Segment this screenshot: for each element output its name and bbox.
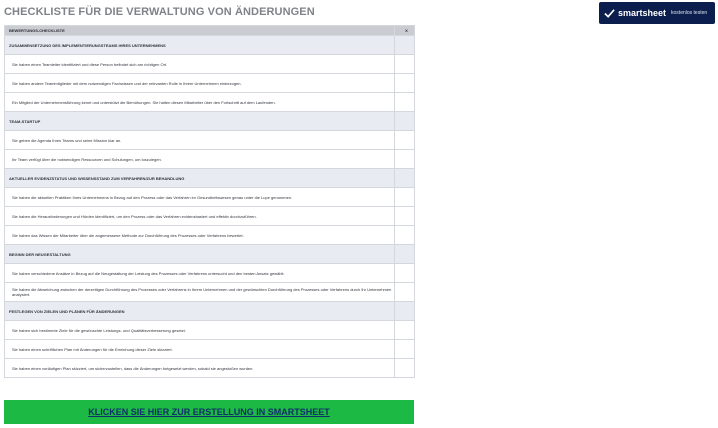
checklist-row: [5, 264, 415, 283]
checklist-item-text: Sie haben sich bestimmte Ziele für die gewünschte Leistungs- und Qualitätsverbesserung gesetzt.: [5, 321, 395, 340]
checklist-item-text: Sie haben verschiedene Ansätze in Bezug auf die Neugestaltung der Leistung des Prozesses oder Verfahrens untersucht und den besten Ansatz gewählt.: [5, 264, 395, 283]
section-row: [5, 112, 415, 131]
checklist-item-checkbox[interactable]: [395, 359, 415, 378]
checklist-item-checkbox[interactable]: [395, 340, 415, 359]
page-title: CHECKLISTE FÜR DIE VERWALTUNG VON ÄNDERUNGEN: [4, 6, 315, 18]
checklist-row: [5, 321, 415, 340]
checklist-row: [5, 226, 415, 245]
section-title: TEAM-STARTUP: [5, 112, 395, 131]
checklist-item-text: Sie haben einen Teamleiter identifiziert und diese Person befindet sich am richtigen Ort.: [5, 55, 395, 74]
checklist-row: [5, 74, 415, 93]
brand-name: smartsheet: [618, 8, 667, 18]
checklist-item-text: Sie haben andere Teammitglieder mit dem notwendigen Fachwissen und der relevanten Rolle in Ihrem Unternehmen einbezogen.: [5, 74, 395, 93]
header-check-column: X: [395, 26, 415, 36]
checklist-item-checkbox[interactable]: [395, 55, 415, 74]
section-check-cell: [395, 169, 415, 188]
brand-cta-text: kostenlos testen: [671, 10, 708, 16]
section-row: [5, 302, 415, 321]
smartsheet-logo-icon: [604, 8, 615, 19]
section-row: [5, 245, 415, 264]
section-check-cell: [395, 36, 415, 55]
checklist-item-text: Sie haben einen schriftlichen Plan mit Änderungen für die Erreichung dieser Ziele skizziert.: [5, 340, 395, 359]
checklist-row: [5, 93, 415, 112]
checklist-item-checkbox[interactable]: [395, 188, 415, 207]
checklist-item-text: Sie haben die Abweichung zwischen der derzeitigen Durchführung des Prozesses oder Verfahrens in Ihrem Unternehmen und der gewünschten Durchführung des Prozesses oder Verfahrens durch Ihr Unternehmen analysiert.: [5, 283, 395, 302]
checklist-item-text: Ihr Team verfügt über die notwendigen Ressourcen und Schulungen, um loszulegen.: [5, 150, 395, 169]
checklist-item-checkbox[interactable]: [395, 264, 415, 283]
checklist-item-text: Sie geben die Agenda Ihres Teams und seine Mission klar an.: [5, 131, 395, 150]
checklist-item-checkbox[interactable]: [395, 150, 415, 169]
checklist-item-checkbox[interactable]: [395, 74, 415, 93]
checklist-row: [5, 283, 415, 302]
section-row: [5, 36, 415, 55]
checklist-item-text: Sie haben das Wissen der Mitarbeiter über die angemessene Methode zur Durchführung des Prozesses oder Verfahrens bewertet.: [5, 226, 395, 245]
checklist-item-checkbox[interactable]: [395, 207, 415, 226]
checklist-row: [5, 359, 415, 378]
section-title: AKTUELLER EVIDENZSTATUS UND WISSENSSTAND ZUM VERFAHREN/ZUR BEHANDLUNG: [5, 169, 395, 188]
section-title: ZUSAMMENSETZUNG DES IMPLEMENTIERUNGSTEAMS IHRES UNTERNEHMENS: [5, 36, 395, 55]
cta-label: KLICKEN SIE HIER ZUR ERSTELLUNG IN SMARTSHEET: [88, 407, 330, 417]
section-check-cell: [395, 302, 415, 321]
checklist-item-text: Sie haben die Herausforderungen und Hürden identifiziert, um den Prozess oder das Verfahren evidenzbasiert und effektiv durchzuführen.: [5, 207, 395, 226]
checklist-row: [5, 150, 415, 169]
table-header-row: [5, 26, 415, 36]
checklist-table: [4, 25, 415, 378]
smartsheet-trial-button[interactable]: [599, 2, 715, 24]
section-check-cell: [395, 245, 415, 264]
checklist-row: [5, 55, 415, 74]
checklist-item-checkbox[interactable]: [395, 131, 415, 150]
checklist-item-text: Ein Mitglied der Unternehmensführung kennt und unterstützt die Bemühungen. Sie halten diesen Mitarbeiter über den Fortschritt auf dem Laufenden.: [5, 93, 395, 112]
checklist-row: [5, 188, 415, 207]
section-check-cell: [395, 112, 415, 131]
checklist-item-checkbox[interactable]: [395, 226, 415, 245]
section-row: [5, 169, 415, 188]
create-in-smartsheet-link[interactable]: [4, 400, 414, 424]
checklist-item-checkbox[interactable]: [395, 321, 415, 340]
checklist-row: [5, 131, 415, 150]
checklist-row: [5, 340, 415, 359]
checklist-item-checkbox[interactable]: [395, 93, 415, 112]
section-title: FESTLEGEN VON ZIELEN UND PLÄNEN FÜR ÄNDERUNGEN: [5, 302, 395, 321]
section-title: BEGINN DER NEUGESTALTUNG: [5, 245, 395, 264]
checklist-item-text: Sie haben die aktuellen Praktiken Ihres Unternehmens in Bezug auf den Prozess oder das Verfahren im Gesundheitswesen genau unter die Lupe genommen.: [5, 188, 395, 207]
checklist-row: [5, 207, 415, 226]
header-label: BEWERTUNGS-CHECKLISTE: [5, 26, 395, 36]
checklist-item-checkbox[interactable]: [395, 283, 415, 302]
checklist-item-text: Sie haben einen vorläufigen Plan skizziert, um sicherzustellen, dass die Änderungen fortgesetzt werden, sobald sie angestoßen wurden.: [5, 359, 395, 378]
